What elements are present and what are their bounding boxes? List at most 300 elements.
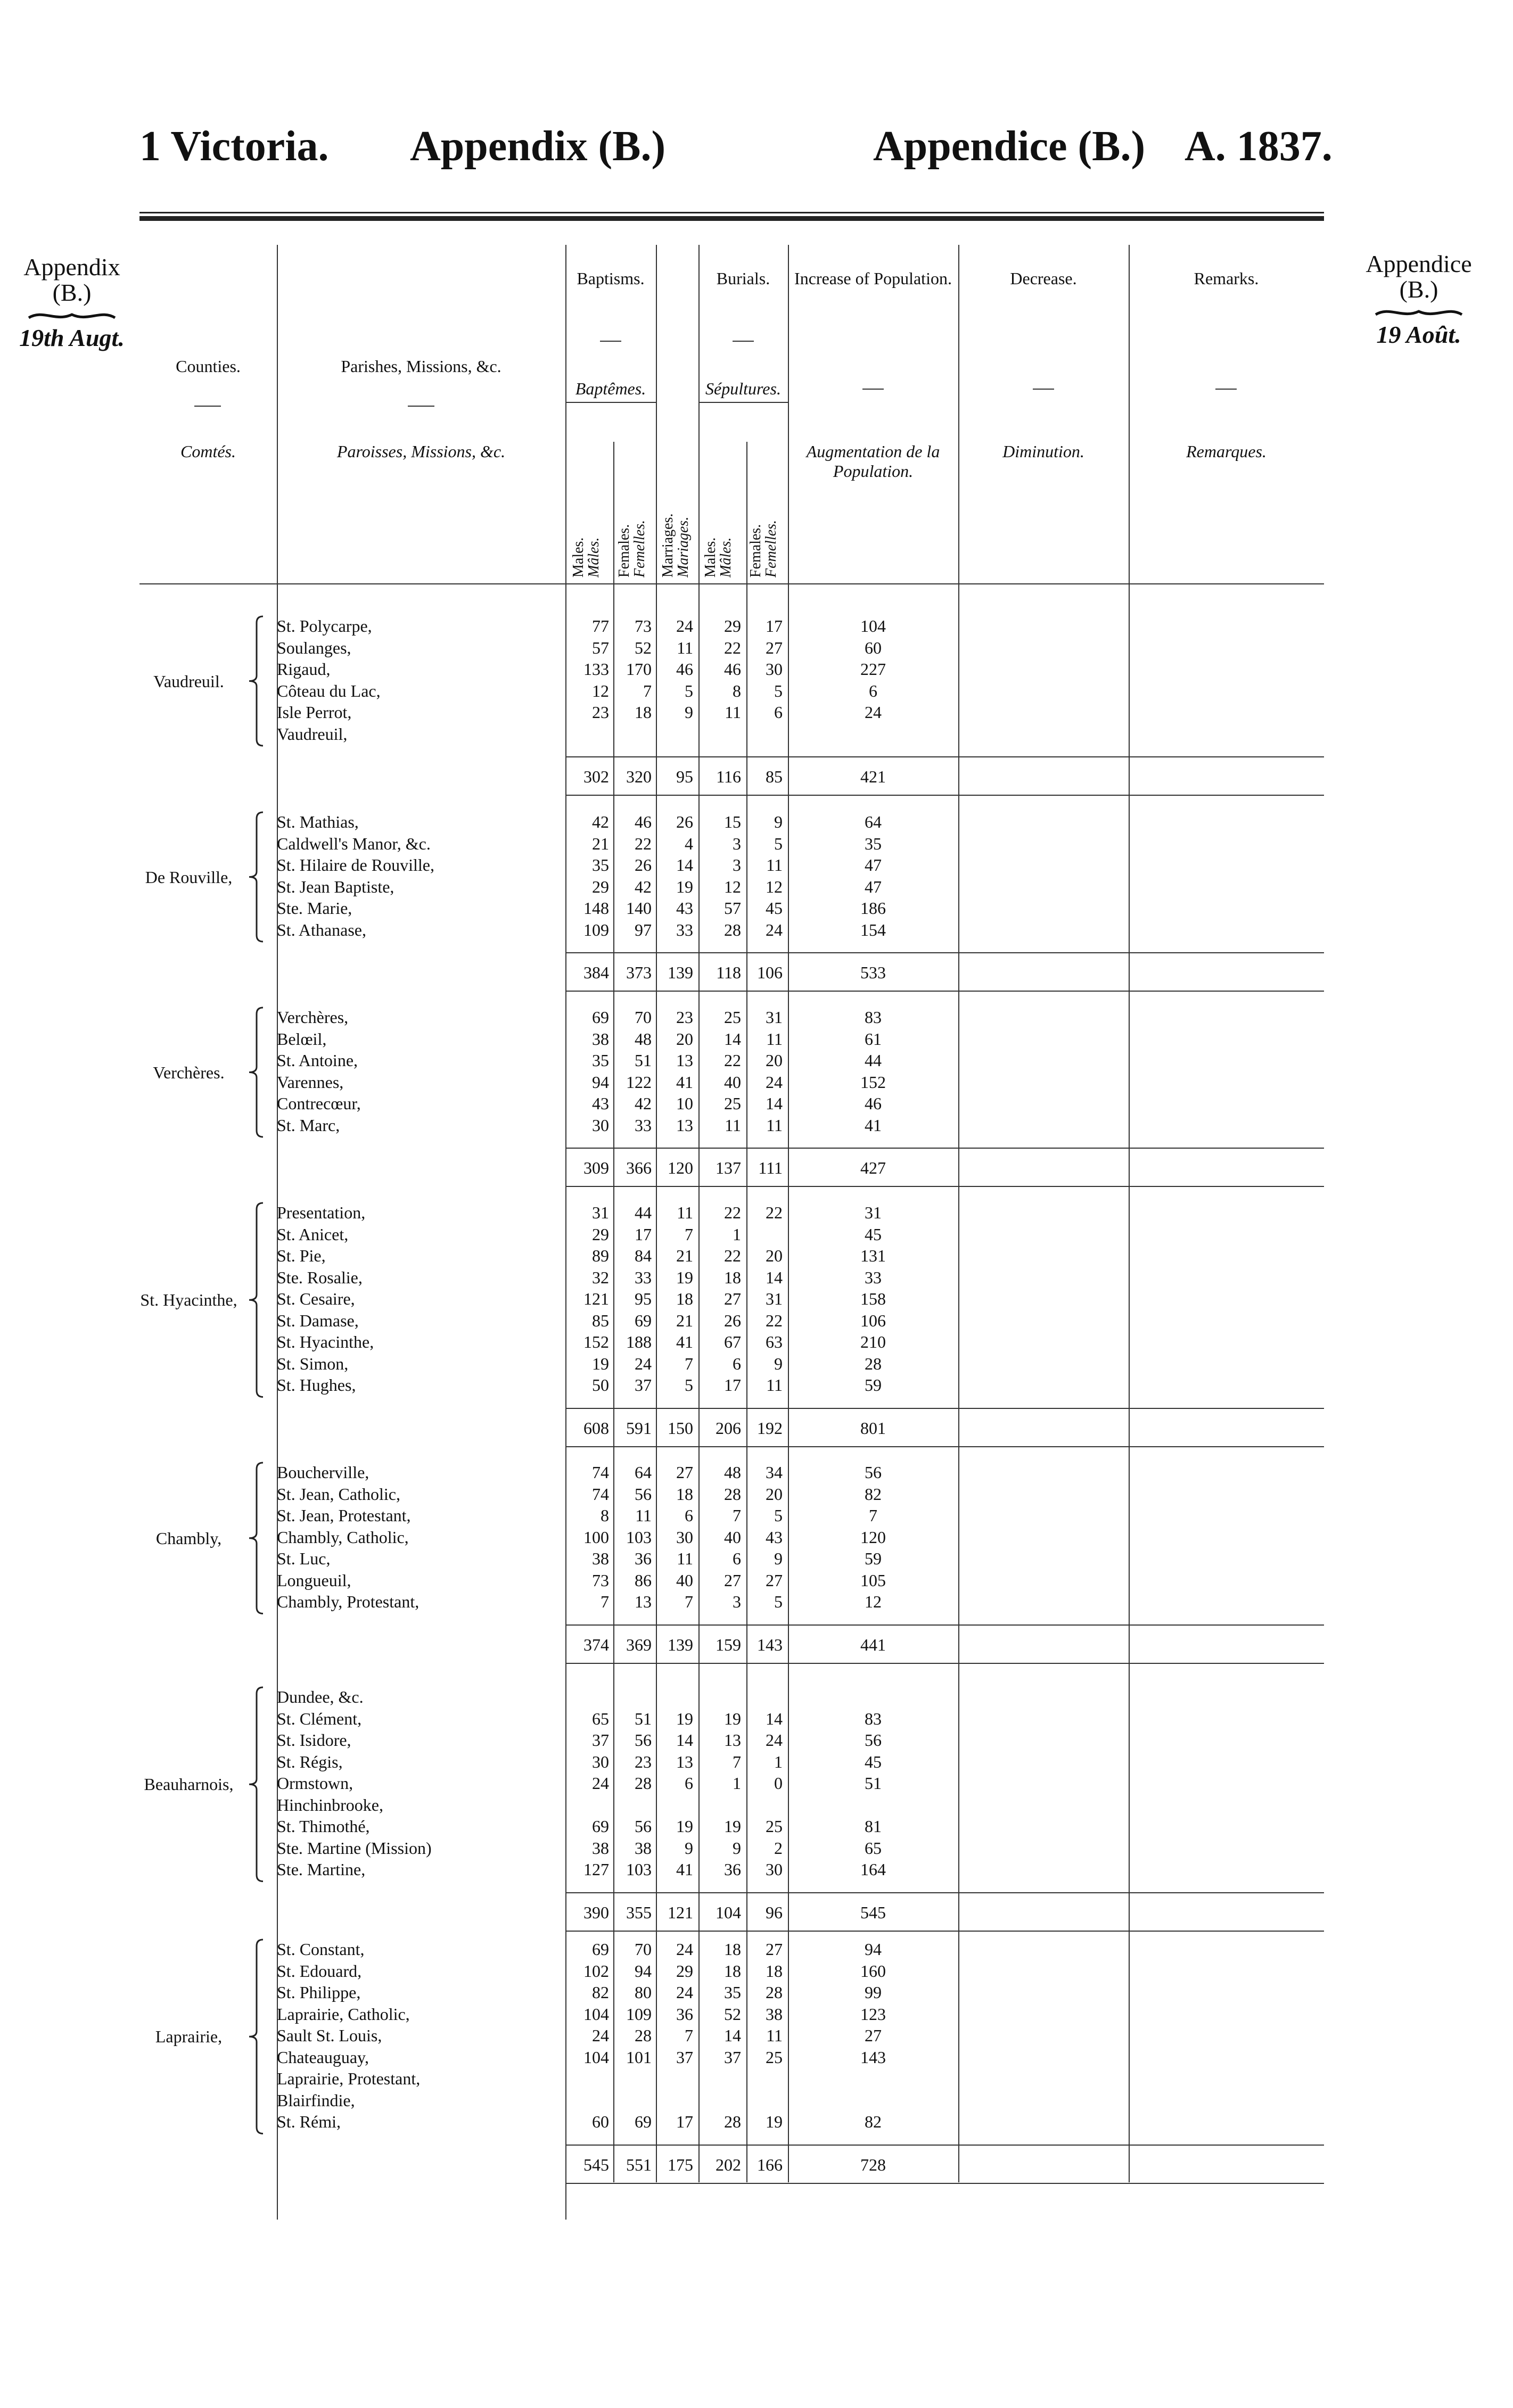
cell-value: 11 <box>766 1115 783 1135</box>
cell-value: 56 <box>635 1730 652 1750</box>
cell-value: 42 <box>635 1094 652 1113</box>
cell-value: 23 <box>676 1008 693 1027</box>
cell-value: 11 <box>725 703 741 722</box>
total-value: 139 <box>668 1635 693 1654</box>
total-value: 139 <box>668 963 693 982</box>
cell-value: 22 <box>724 1051 741 1070</box>
total-rule-bottom <box>565 1663 1324 1664</box>
total-value: 366 <box>626 1158 652 1177</box>
cell-value: 19 <box>676 1817 693 1836</box>
cell-value: 21 <box>676 1246 693 1265</box>
cell-value: 89 <box>592 1246 609 1265</box>
col-head-remarques: Remarques. <box>1186 442 1267 461</box>
brace-icon <box>245 1462 266 1615</box>
cell-value: 6 <box>685 1774 693 1793</box>
total-value: 591 <box>626 1418 652 1438</box>
cell-value: 65 <box>592 1709 609 1728</box>
col-head-paroisses: Paroisses, Missions, &c. <box>336 442 506 461</box>
cell-value: 13 <box>676 1752 693 1771</box>
col-head-increase: Increase of Population. <box>794 269 952 288</box>
cell-value: 18 <box>766 1961 783 1981</box>
increase-value: 131 <box>860 1246 886 1265</box>
cell-value: 42 <box>592 812 609 831</box>
total-value: 551 <box>626 2155 652 2174</box>
total-value: 150 <box>668 1418 693 1438</box>
cell-value: 9 <box>685 703 693 722</box>
increase-value: 47 <box>865 855 882 875</box>
total-value: 374 <box>583 1635 609 1654</box>
cell-value: 46 <box>724 659 741 679</box>
parish-name: Rigaud, <box>277 659 331 679</box>
increase-value: 154 <box>860 920 886 939</box>
total-value: 202 <box>716 2155 741 2174</box>
county-name: Beauharnois, <box>144 1775 234 1794</box>
cell-value: 19 <box>724 1709 741 1728</box>
col-head-parishes: Parishes, Missions, &c. <box>341 357 501 376</box>
cell-value: 36 <box>676 2004 693 2024</box>
cell-value: 24 <box>676 1940 693 1959</box>
cell-value: 20 <box>676 1029 693 1049</box>
increase-value: 56 <box>865 1463 882 1482</box>
cell-value: 14 <box>676 1730 693 1750</box>
col-head-decrease: Decrease. <box>1010 269 1077 288</box>
total-value: 96 <box>766 1902 783 1922</box>
increase-value: 81 <box>865 1817 882 1836</box>
total-value: 545 <box>583 2155 609 2174</box>
county-name: Vaudreuil. <box>153 671 224 691</box>
county-name: Laprairie, <box>155 2027 223 2047</box>
county-name: St. Hyacinthe, <box>140 1290 237 1310</box>
cell-value: 5 <box>774 834 783 853</box>
cell-value: 148 <box>583 898 609 918</box>
total-value: 192 <box>757 1418 783 1438</box>
cell-value: 14 <box>766 1709 783 1728</box>
cell-value: 12 <box>766 877 783 896</box>
col-head-divider <box>408 406 434 407</box>
total-rule-bottom <box>565 1186 1324 1187</box>
cell-value: 73 <box>635 616 652 636</box>
total-rule-top <box>565 1408 1324 1409</box>
parish-name: Longueuil, <box>277 1570 351 1590</box>
total-value: 390 <box>583 1902 609 1922</box>
cell-value: 9 <box>685 1838 693 1858</box>
cell-value: 24 <box>766 920 783 939</box>
cell-value: 33 <box>676 920 693 939</box>
parish-name: Vaudreuil, <box>277 724 348 744</box>
parish-name: St. Régis, <box>277 1752 343 1771</box>
cell-value: 52 <box>635 638 652 657</box>
cell-value: 94 <box>592 1072 609 1092</box>
cell-value: 28 <box>724 2112 741 2131</box>
cell-value: 23 <box>635 1752 652 1771</box>
cell-value: 27 <box>724 1289 741 1308</box>
increase-value: 56 <box>865 1730 882 1750</box>
total-value: 206 <box>716 1418 741 1438</box>
total-value: 106 <box>757 963 783 982</box>
swash-ornament-icon <box>1374 305 1464 320</box>
cell-value: 24 <box>676 1983 693 2002</box>
cell-value: 26 <box>676 812 693 831</box>
cell-value: 8 <box>733 681 741 700</box>
total-value: 143 <box>757 1635 783 1654</box>
col-head-burials: Burials. <box>716 269 770 288</box>
parish-name: Chambly, Catholic, <box>277 1527 409 1547</box>
cell-value: 17 <box>635 1224 652 1244</box>
header-rule-top <box>139 212 1324 213</box>
cell-value: 104 <box>583 2047 609 2067</box>
col-head-baptemes: Baptêmes. <box>575 379 646 398</box>
cell-value: 57 <box>724 898 741 918</box>
cell-value: 11 <box>677 1549 693 1568</box>
cell-value: 15 <box>724 812 741 831</box>
col-head-diminution: Diminution. <box>1002 442 1084 461</box>
parish-name: Ste. Marie, <box>277 898 352 918</box>
cell-value: 21 <box>676 1310 693 1330</box>
cell-value: 80 <box>635 1983 652 2002</box>
cell-value: 18 <box>724 1940 741 1959</box>
cell-value: 29 <box>676 1961 693 1981</box>
cell-value: 35 <box>724 1983 741 2002</box>
parish-name: Sault St. Louis, <box>277 2026 382 2045</box>
margin-left-date: 19th Augt. <box>19 324 125 351</box>
cell-value: 41 <box>676 1332 693 1351</box>
cell-value: 22 <box>766 1203 783 1222</box>
cell-value: 20 <box>766 1246 783 1265</box>
total-rule-top <box>565 2145 1324 2146</box>
brace-icon <box>245 1202 266 1398</box>
total-value: 111 <box>758 1158 783 1177</box>
cell-value: 24 <box>635 1354 652 1373</box>
parish-name: St. Pie, <box>277 1246 326 1265</box>
cell-value: 27 <box>676 1463 693 1482</box>
increase-value: 61 <box>865 1029 882 1049</box>
parish-name: St. Simon, <box>277 1354 349 1373</box>
cell-value: 40 <box>676 1570 693 1590</box>
cell-value: 74 <box>592 1484 609 1504</box>
cell-value: 3 <box>733 834 741 853</box>
total-increase-value: 441 <box>860 1635 886 1654</box>
cell-value: 18 <box>724 1961 741 1981</box>
cell-value: 4 <box>685 834 693 853</box>
cell-value: 20 <box>766 1051 783 1070</box>
cell-value: 19 <box>766 2112 783 2131</box>
cell-value: 18 <box>724 1267 741 1287</box>
cell-value: 24 <box>766 1730 783 1750</box>
cell-value: 0 <box>774 1774 783 1793</box>
cell-value: 63 <box>766 1332 783 1351</box>
cell-value: 19 <box>676 1709 693 1728</box>
increase-value: 99 <box>865 1983 882 2002</box>
increase-value: 106 <box>860 1310 886 1330</box>
cell-value: 69 <box>592 1008 609 1027</box>
cell-value: 100 <box>583 1527 609 1547</box>
margin-note-right <box>1350 251 1488 348</box>
cell-value: 18 <box>676 1484 693 1504</box>
parish-name: St. Hyacinthe, <box>277 1332 374 1351</box>
header-rule-thick <box>139 216 1324 221</box>
cell-value: 102 <box>583 1961 609 1981</box>
cell-value: 28 <box>724 1484 741 1504</box>
increase-value: 41 <box>865 1115 882 1135</box>
brace-icon <box>245 1686 266 1883</box>
cell-value: 38 <box>592 1549 609 1568</box>
cell-value: 103 <box>626 1527 652 1547</box>
cell-value: 46 <box>635 812 652 831</box>
cell-value: 57 <box>592 638 609 657</box>
cell-value: 28 <box>635 1774 652 1793</box>
parish-name: St. Damase, <box>277 1310 359 1330</box>
parish-name: St. Anicet, <box>277 1224 349 1244</box>
total-rule-bottom <box>565 2183 1324 2184</box>
parish-name: St. Athanase, <box>277 920 366 939</box>
parish-name: Caldwell's Manor, &c. <box>277 834 431 853</box>
cell-value: 30 <box>676 1527 693 1547</box>
parish-name: Ormstown, <box>277 1774 353 1793</box>
total-value: 166 <box>757 2155 783 2174</box>
cell-value: 51 <box>635 1709 652 1728</box>
cell-value: 44 <box>635 1203 652 1222</box>
parish-name: St. Philippe, <box>277 1983 361 2002</box>
cell-value: 14 <box>724 1029 741 1049</box>
increase-value: 158 <box>860 1289 886 1308</box>
cell-value: 40 <box>724 1072 741 1092</box>
parish-name: Ste. Martine, <box>277 1860 366 1879</box>
col-head-divider <box>862 389 884 390</box>
cell-value: 33 <box>635 1115 652 1135</box>
margin-left-sub: (B.) <box>52 279 92 307</box>
total-increase-value: 421 <box>860 767 886 786</box>
cell-value: 121 <box>583 1289 609 1308</box>
cell-value: 74 <box>592 1463 609 1482</box>
cell-value: 28 <box>766 1983 783 2002</box>
parish-name: Boucherville, <box>277 1463 369 1482</box>
cell-value: 37 <box>676 2047 693 2067</box>
margin-note-left <box>11 254 133 351</box>
cell-value: 1 <box>733 1224 741 1244</box>
cell-value: 30 <box>592 1115 609 1135</box>
increase-value: 164 <box>860 1860 886 1879</box>
parish-name: St. Clément, <box>277 1709 362 1728</box>
total-value: 309 <box>583 1158 609 1177</box>
cell-value: 25 <box>724 1094 741 1113</box>
cell-value: 104 <box>583 2004 609 2024</box>
county-name: Verchères. <box>153 1062 225 1082</box>
cell-value: 36 <box>724 1860 741 1879</box>
parish-name: Soulanges, <box>277 638 351 657</box>
cell-value: 67 <box>724 1332 741 1351</box>
cell-value: 37 <box>592 1730 609 1750</box>
cell-value: 28 <box>724 920 741 939</box>
total-increase-value: 427 <box>860 1158 886 1177</box>
increase-value: 82 <box>865 1484 882 1504</box>
total-value: 118 <box>716 963 741 982</box>
cell-value: 127 <box>583 1860 609 1879</box>
cell-value: 9 <box>774 1354 783 1373</box>
increase-value: 64 <box>865 812 882 831</box>
cell-value: 24 <box>592 1774 609 1793</box>
running-header-year: A. 1837. <box>1185 123 1333 170</box>
cell-value: 25 <box>766 2047 783 2067</box>
cell-value: 17 <box>766 616 783 636</box>
parish-name: Ste. Martine (Mission) <box>277 1838 432 1858</box>
cell-value: 10 <box>676 1094 693 1113</box>
total-increase-value: 545 <box>860 1902 886 1922</box>
increase-value: 45 <box>865 1752 882 1771</box>
total-value: 384 <box>583 963 609 982</box>
cell-value: 27 <box>766 1570 783 1590</box>
cell-value: 14 <box>676 855 693 875</box>
parish-name: Laprairie, Catholic, <box>277 2004 410 2024</box>
increase-value: 28 <box>865 1354 882 1373</box>
increase-value: 60 <box>865 638 882 657</box>
parish-name: St. Luc, <box>277 1549 331 1568</box>
cell-value: 24 <box>592 2026 609 2045</box>
total-value: 120 <box>668 1158 693 1177</box>
cell-value: 26 <box>635 855 652 875</box>
parish-name: St. Edouard, <box>277 1961 362 1981</box>
cell-value: 11 <box>635 1506 652 1525</box>
parish-name: St. Rémi, <box>277 2112 341 2131</box>
parish-name: Isle Perrot, <box>277 703 352 722</box>
brace-icon <box>245 1007 266 1138</box>
increase-value: 31 <box>865 1203 882 1222</box>
col-head-remarks: Remarks. <box>1194 269 1259 288</box>
parish-name: Ste. Rosalie, <box>277 1267 363 1287</box>
cell-value: 60 <box>592 2112 609 2131</box>
total-value: 95 <box>676 767 693 786</box>
cell-value: 22 <box>766 1310 783 1330</box>
cell-value: 19 <box>676 1267 693 1287</box>
increase-value: 12 <box>865 1592 882 1611</box>
cell-value: 30 <box>766 1860 783 1879</box>
parish-name: St. Antoine, <box>277 1051 358 1070</box>
cell-value: 29 <box>592 1224 609 1244</box>
cell-value: 12 <box>724 877 741 896</box>
total-value: 137 <box>716 1158 741 1177</box>
total-value: 320 <box>626 767 652 786</box>
cell-value: 140 <box>626 898 652 918</box>
cell-value: 14 <box>766 1267 783 1287</box>
increase-value: 45 <box>865 1224 882 1244</box>
cell-value: 5 <box>685 1375 693 1395</box>
increase-value: 6 <box>869 681 877 700</box>
parish-name: Belœil, <box>277 1029 327 1049</box>
increase-value: 24 <box>865 703 882 722</box>
cell-value: 69 <box>635 2112 652 2131</box>
cell-value: 27 <box>766 638 783 657</box>
cell-value: 23 <box>592 703 609 722</box>
total-rule-top <box>565 952 1324 953</box>
increase-value: 160 <box>860 1961 886 1981</box>
increase-value: 59 <box>865 1549 882 1568</box>
brace-icon <box>245 1939 266 2135</box>
cell-value: 6 <box>774 703 783 722</box>
cell-value: 19 <box>724 1817 741 1836</box>
cell-value: 122 <box>626 1072 652 1092</box>
cell-value: 19 <box>592 1354 609 1373</box>
parish-name: Laprairie, Protestant, <box>277 2069 421 2088</box>
cell-value: 48 <box>724 1463 741 1482</box>
cell-value: 11 <box>725 1115 741 1135</box>
cell-value: 13 <box>724 1730 741 1750</box>
cell-value: 28 <box>635 2026 652 2045</box>
col-head-males: Males. Mâles. <box>570 537 603 578</box>
cell-value: 56 <box>635 1817 652 1836</box>
total-value: 373 <box>626 963 652 982</box>
total-increase-value: 533 <box>860 963 886 982</box>
cell-value: 40 <box>724 1527 741 1547</box>
cell-value: 51 <box>635 1051 652 1070</box>
cell-value: 85 <box>592 1310 609 1330</box>
cell-value: 29 <box>592 877 609 896</box>
col-head-comtes: Comtés. <box>180 442 236 461</box>
increase-value: 143 <box>860 2047 886 2067</box>
cell-value: 13 <box>676 1051 693 1070</box>
total-value: 369 <box>626 1635 652 1654</box>
increase-value: 35 <box>865 834 882 853</box>
cell-value: 22 <box>724 1203 741 1222</box>
total-increase-value: 801 <box>860 1418 886 1438</box>
margin-right-title: Appendice <box>1366 250 1472 277</box>
cell-value: 27 <box>724 1570 741 1590</box>
increase-value: 82 <box>865 2112 882 2131</box>
total-value: 116 <box>716 767 741 786</box>
cell-value: 27 <box>766 1940 783 1959</box>
col-head-counties: Counties. <box>176 357 241 376</box>
brace-icon <box>245 615 266 747</box>
cell-value: 3 <box>733 1592 741 1611</box>
col-head-augmentation: Augmentation de la Population. <box>806 442 940 481</box>
swash-ornament-icon <box>27 308 117 323</box>
parish-name: Blairfindie, <box>277 2090 355 2110</box>
cell-value: 11 <box>766 1375 783 1395</box>
cell-value: 33 <box>635 1267 652 1287</box>
cell-value: 14 <box>724 2026 741 2045</box>
cell-value: 109 <box>626 2004 652 2024</box>
cell-value: 9 <box>774 1549 783 1568</box>
cell-value: 18 <box>635 703 652 722</box>
cell-value: 50 <box>592 1375 609 1395</box>
cell-value: 8 <box>601 1506 609 1525</box>
increase-value: 227 <box>860 659 886 679</box>
cell-value: 29 <box>724 616 741 636</box>
col-head-sepultures: Sépultures. <box>705 379 781 398</box>
total-value: 121 <box>668 1902 693 1922</box>
cell-value: 22 <box>635 834 652 853</box>
cell-value: 37 <box>724 2047 741 2067</box>
cell-value: 17 <box>676 2112 693 2131</box>
cell-value: 64 <box>635 1463 652 1482</box>
cell-value: 48 <box>635 1029 652 1049</box>
cell-value: 5 <box>774 1592 783 1611</box>
parish-name: St. Cesaire, <box>277 1289 355 1308</box>
cell-value: 95 <box>635 1289 652 1308</box>
col-head-burial-females: Females. Femelles. <box>747 519 780 578</box>
parish-name: St. Jean Baptiste, <box>277 877 394 896</box>
cell-value: 41 <box>676 1860 693 1879</box>
cell-value: 32 <box>592 1267 609 1287</box>
cell-value: 25 <box>724 1008 741 1027</box>
parish-name: St. Constant, <box>277 1940 365 1959</box>
brace-icon <box>245 811 266 943</box>
cell-value: 86 <box>635 1570 652 1590</box>
increase-value: 123 <box>860 2004 886 2024</box>
total-rule-bottom <box>565 795 1324 796</box>
increase-value: 51 <box>865 1774 882 1793</box>
cell-value: 37 <box>635 1375 652 1395</box>
margin-right-sub: (B.) <box>1399 276 1438 303</box>
cell-value: 5 <box>685 681 693 700</box>
